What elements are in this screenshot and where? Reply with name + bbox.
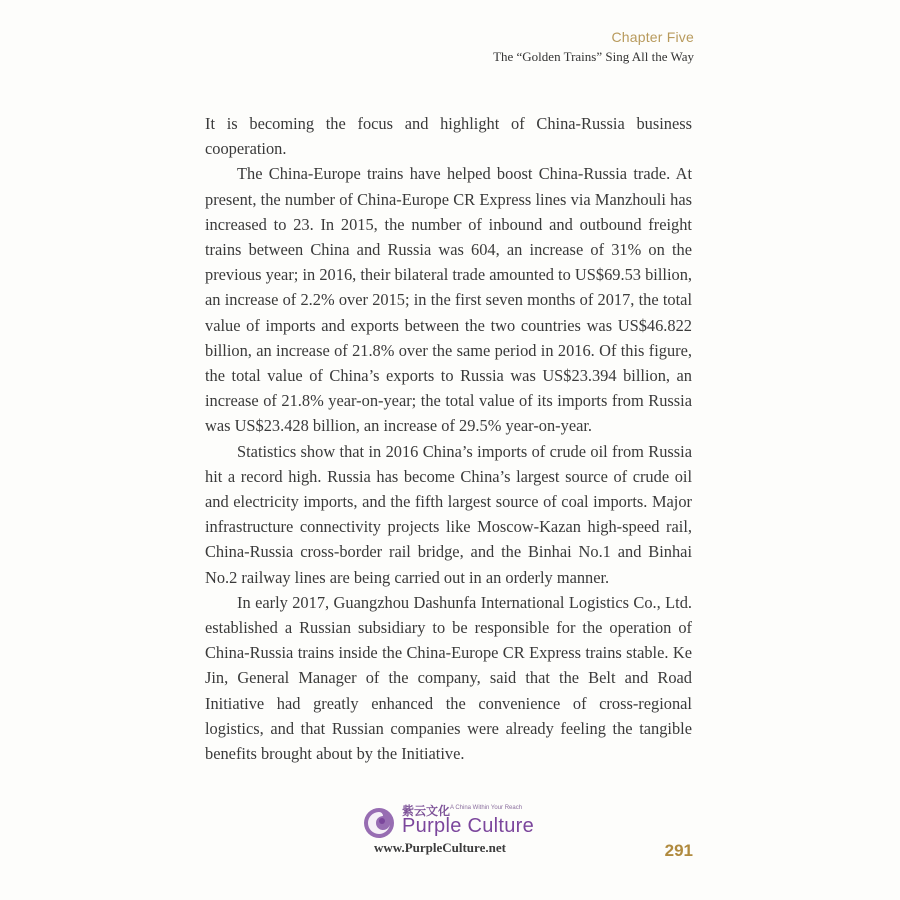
purple-culture-logo-icon bbox=[362, 806, 396, 840]
paragraph-logistics: In early 2017, Guangzhou Dashunfa International Logistics Co., Ltd. established a Russian subsidiary to be responsible for the operation of China-Russia trains inside the China-Europe CR Express trains stable. Ke Jin, General Manager of the company, said that the Belt and Road Initiative had greatly enhanced the convenience of cross-regional logistics, and that Russian companies were already feeling the tangible benefits brought about by the Initiative. bbox=[205, 592, 692, 764]
watermark-tagline: A China Within Your Reach bbox=[450, 805, 523, 811]
watermark-url: www.PurpleCulture.net bbox=[374, 840, 506, 855]
chapter-label: Chapter Five bbox=[611, 29, 694, 45]
running-head bbox=[493, 28, 694, 66]
watermark-chinese: 紫云文化 bbox=[402, 804, 451, 818]
paragraph-trade: The China-Europe trains have helped boost China-Russia trade. At present, the number of China-Europe CR Express lines via Manzhouli has increased to 23. In 2015, the number of inbound and outbound freight trains between China and Russia was 604, an increase of 31% on the previous year; in 2016, their bilateral trade amounted to US$69.53 billion, an increase of 2.2% over 2015; in the first seven months of 2017, the total value of imports and exports between the two countries was US$46.822 billion, an increase of 21.8% over the same period in 2016. Of this figure, the total value of China’s exports to Russia was US$23.394 billion, an increase of 21.8% year-on-year; the total value of its imports from Russia was US$23.428 billion, an increase of 29.5% year-on-year. bbox=[205, 164, 692, 436]
page-number: 291 bbox=[664, 841, 693, 860]
body-text bbox=[205, 111, 692, 766]
chapter-subtitle: The “Golden Trains” Sing All the Way bbox=[493, 49, 694, 64]
purple-culture-watermark bbox=[362, 802, 572, 860]
paragraph-continuation: It is becoming the focus and highlight of China-Russia business cooperation. bbox=[205, 114, 692, 159]
paragraph-statistics: Statistics show that in 2016 China’s imports of crude oil from Russia hit a record high. Russia has become China’s largest source of crude oil and electricity imports, and the fifth largest source of coal imports. Major infrastructure connectivity projects like Moscow-Kazan high-speed rail, China-Russia cross-border rail bridge, and the Binhai No.1 and Binhai No.2 railway lines are being carried out in an orderly manner. bbox=[205, 441, 692, 587]
watermark-brand: Purple Culture bbox=[402, 815, 535, 837]
